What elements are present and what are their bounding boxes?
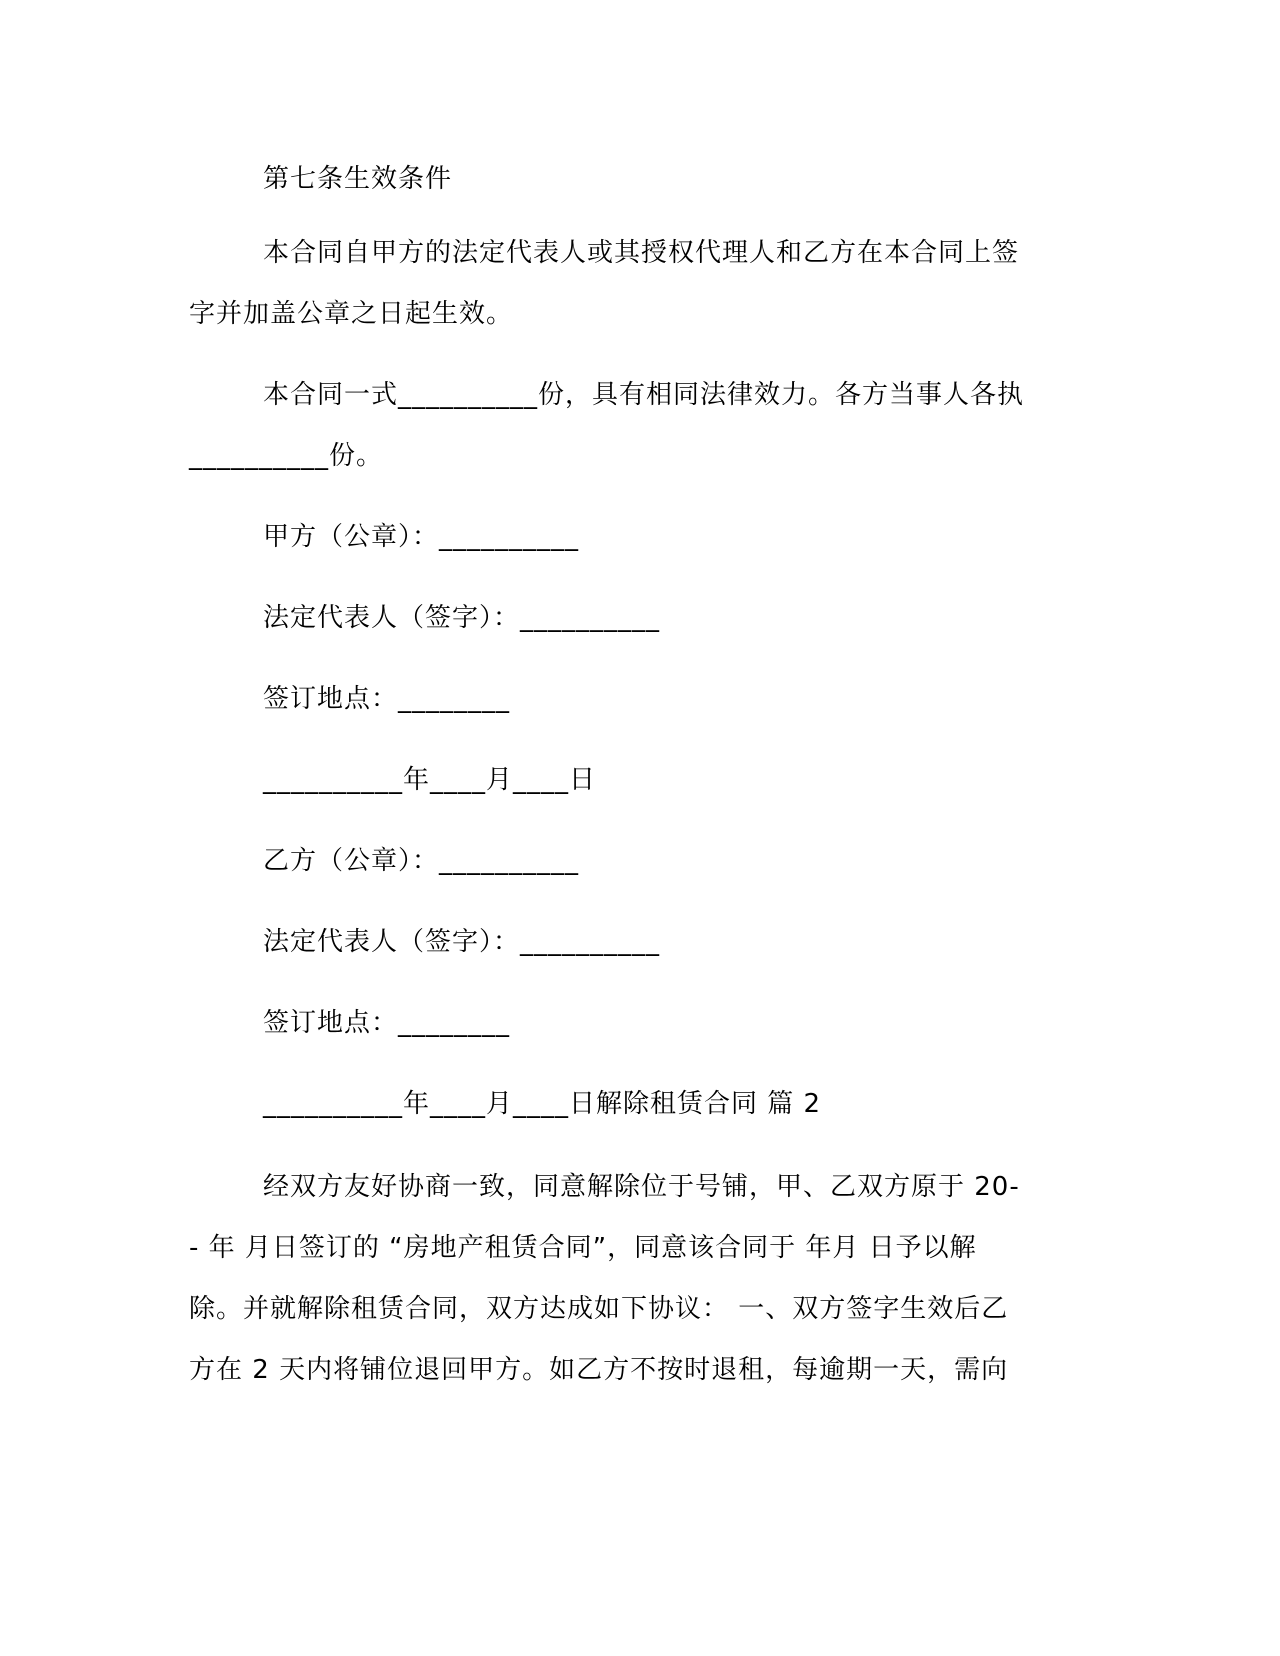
article-heading: 第七条生效条件: [263, 164, 453, 194]
party-b-date-and-section-title: __________年____月____日解除租赁合同 篇 2: [263, 1089, 822, 1119]
party-b-representative-line: 法定代表人（签字）：__________: [263, 927, 661, 957]
paragraph-line: - 年 月日签订的 “房地产租赁合同”，同意该合同于 年月 日予以解: [189, 1233, 977, 1263]
party-a-representative-line: 法定代表人（签字）：__________: [263, 603, 661, 633]
paragraph-line: 本合同自甲方的法定代表人或其授权代理人和乙方在本合同上签: [263, 238, 1020, 268]
paragraph-line: 本合同一式__________份，具有相同法律效力。各方当事人各执: [263, 380, 1025, 410]
paragraph-line: 经双方友好协商一致，同意解除位于号铺，甲、乙双方原于 20-: [263, 1172, 1020, 1202]
paragraph-line: 除。并就解除租赁合同，双方达成如下协议： 一、双方签字生效后乙: [189, 1294, 1009, 1324]
party-a-date-line: __________年____月____日: [263, 765, 597, 795]
paragraph-line: __________份。: [189, 441, 384, 471]
party-b-signing-place-line: 签订地点：________: [263, 1008, 511, 1038]
party-a-signing-place-line: 签订地点：________: [263, 684, 511, 714]
party-b-seal-line: 乙方（公章）：__________: [263, 846, 580, 876]
paragraph-line: 方在 2 天内将铺位退回甲方。如乙方不按时退租，每逾期一天，需向: [189, 1355, 1009, 1385]
party-a-seal-line: 甲方（公章）：__________: [263, 522, 580, 552]
paragraph-line: 字并加盖公章之日起生效。: [189, 299, 514, 329]
